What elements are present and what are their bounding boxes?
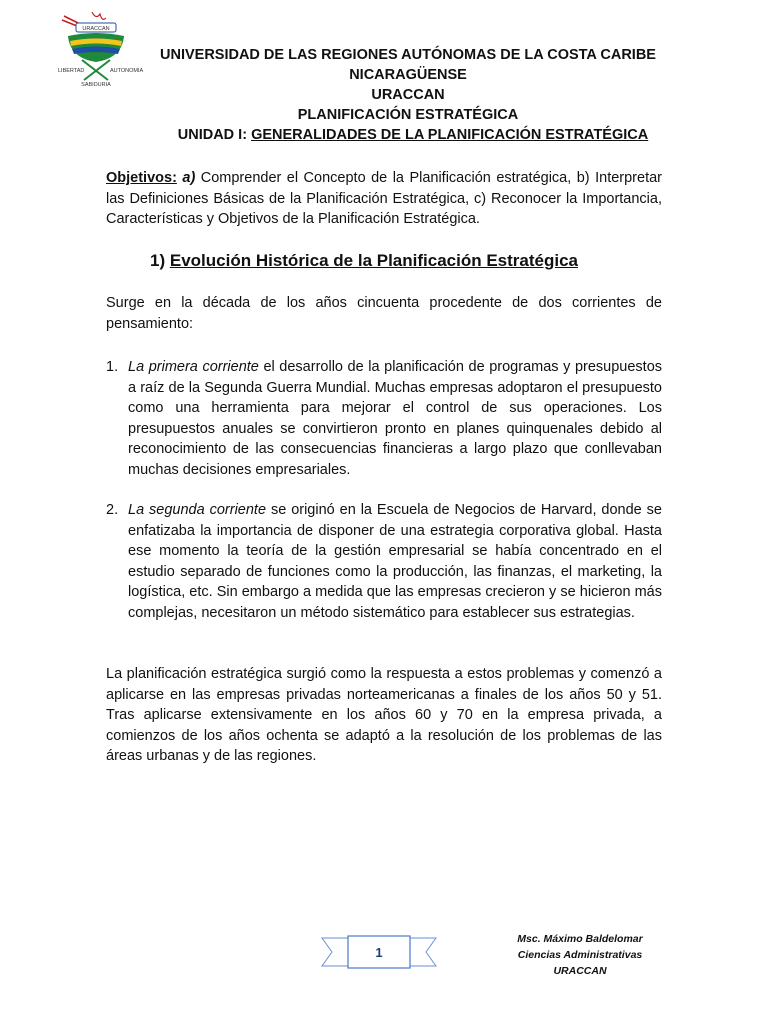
objectives-text: Comprender el Concepto de la Planificación estratégica, b) Interpretar las Definiciones Básicas de la Planificación Estratégica, c) Reconocer la Importancia, Características y Objetivos de la Planificación Estratégica. <box>106 170 662 227</box>
course-title: PLANIFICACIÓN ESTRATÉGICA <box>297 107 519 123</box>
page-number: 1 <box>375 945 383 960</box>
unit-heading <box>108 125 708 145</box>
list-item <box>106 357 662 480</box>
author-department: Ciencias Administrativas <box>517 949 643 961</box>
list-item-lead: La segunda corriente <box>128 502 267 518</box>
author-institution: URACCAN <box>553 965 607 977</box>
unit-prefix: UNIDAD I: <box>177 127 248 143</box>
list-item-body: el desarrollo de la planificación de programas y presupuestos a raíz de la Segunda Guerra Mundial. Muchas empresas adoptaron el presupuesto como una herramienta para mejorar el control de sus operaciones. Los presupuestos anuales se convirtieron pronto en planes quinquenales debido al reconocimiento de las consecuencias financieras a largo plazo que conllevaban muchas decisiones empresariales. <box>128 359 663 478</box>
document-header <box>108 45 708 145</box>
list-item-lead: La primera corriente <box>128 359 259 375</box>
unit-title: GENERALIDADES DE LA PLANIFICACIÓN ESTRATÉGICA <box>251 127 649 143</box>
svg-text:SABIDURIA: SABIDURIA <box>81 82 111 88</box>
list-item-text <box>128 500 662 623</box>
author-signature <box>500 931 660 979</box>
section-title: Evolución Histórica de la Planificación Estratégica <box>169 251 578 270</box>
svg-text:AUTONOMIA: AUTONOMIA <box>110 68 144 74</box>
list-item-body: se originó en la Escuela de Negocios de Harvard, donde se enfatizaba la importancia de disponer de una estrategia corporativa global. Hasta ese momento la teoría de la gestión empresarial se había concentrado en el estudio separado de funciones como la producción, las finanzas, el marketing, la logística, etc. Sin embargo a medida que las empresas crecieron y se hicieron más complejas, necesitaron un método sistemático para establecer sus estrategias. <box>128 502 662 621</box>
svg-text:URACCAN: URACCAN <box>82 26 110 32</box>
objectives-label: Objetivos: <box>106 170 177 186</box>
list-item <box>106 500 662 623</box>
intro-paragraph: Surge en la década de los años cincuenta procedente de dos corrientes de pensamiento: <box>106 295 662 332</box>
svg-text:LIBERTAD: LIBERTAD <box>58 68 85 74</box>
institution-acronym: URACCAN <box>371 87 445 103</box>
author-name: Msc. Máximo Baldelomar <box>517 933 643 945</box>
list-item-number: 1. <box>106 359 119 375</box>
section-number: 1) <box>150 251 166 270</box>
list-item-number: 2. <box>106 502 119 518</box>
list-item-text <box>128 357 662 480</box>
objectives-paragraph <box>106 168 662 230</box>
country-name: NICARAGÜENSE <box>349 67 467 83</box>
closing-paragraph: La planificación estratégica surgió como la respuesta a estos problemas y comenzó a aplicarse en las empresas privadas norteamericanas a finales de los años 50 y 51. Tras aplicarse extensivamente en los años 60 y 70 en la empresa privada, a comienzos de los años ochenta se adaptó a la resolución de los problemas de las áreas urbanas y de las regiones. <box>106 666 662 764</box>
university-name: UNIVERSIDAD DE LAS REGIONES AUTÓNOMAS DE LA COSTA CARIBE <box>160 47 656 63</box>
ribbon-icon <box>322 938 348 966</box>
objectives-marker-a: a) <box>182 170 196 186</box>
page-number-banner <box>318 930 440 974</box>
section-heading <box>150 250 578 272</box>
logo-laurel-icon <box>82 60 110 80</box>
